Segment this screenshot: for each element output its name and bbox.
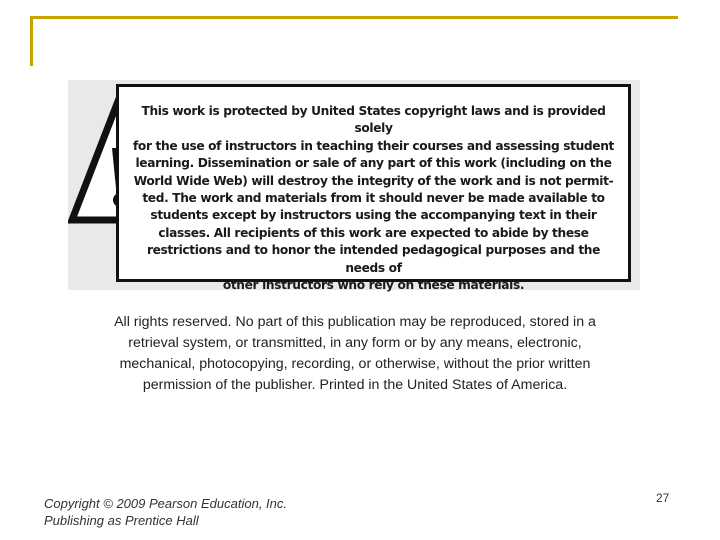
notice-line: students except by instructors using the accompanying text in their (150, 208, 597, 223)
copyright-line: Copyright © 2009 Pearson Education, Inc. (44, 496, 288, 511)
notice-line: World Wide Web) will destroy the integrity of the work and is not permit- (133, 173, 614, 188)
frame-top-border (30, 16, 678, 19)
copyright-warning-image (68, 80, 640, 293)
publisher-line: Publishing as Prentice Hall (44, 513, 199, 528)
rights-line: permission of the publisher. Printed in the United States of America. (142, 377, 568, 393)
rights-line: All rights reserved. No part of this publication may be reproduced, stored in a (114, 314, 596, 330)
notice-line: for the use of instructors in teaching their courses and assessing student (132, 138, 615, 153)
page-number: 27 (656, 491, 670, 505)
notice-line: restrictions and to honor the intended pedagogical purposes and the needs of (146, 243, 601, 275)
copyright-notice-box (116, 84, 631, 293)
copyright-notice-text (131, 103, 616, 294)
footer-copyright (44, 495, 287, 529)
notice-line: other instructors who rely on these materials. (222, 278, 525, 293)
frame-left-border (30, 16, 33, 66)
rights-reserved-text (60, 312, 650, 396)
rights-line: retrieval system, or transmitted, in any form or by any means, electronic, (128, 335, 582, 351)
rights-line: mechanical, photocopying, recording, or otherwise, without the prior written (119, 356, 591, 372)
notice-line: ted. The work and materials from it should never be made available to (142, 191, 605, 206)
notice-line: classes. All recipients of this work are expected to abide by these (158, 225, 589, 240)
notice-line: learning. Dissemination or sale of any part of this work (including on the (135, 156, 612, 171)
notice-line: This work is protected by United States copyright laws and is provided solely (141, 104, 606, 136)
